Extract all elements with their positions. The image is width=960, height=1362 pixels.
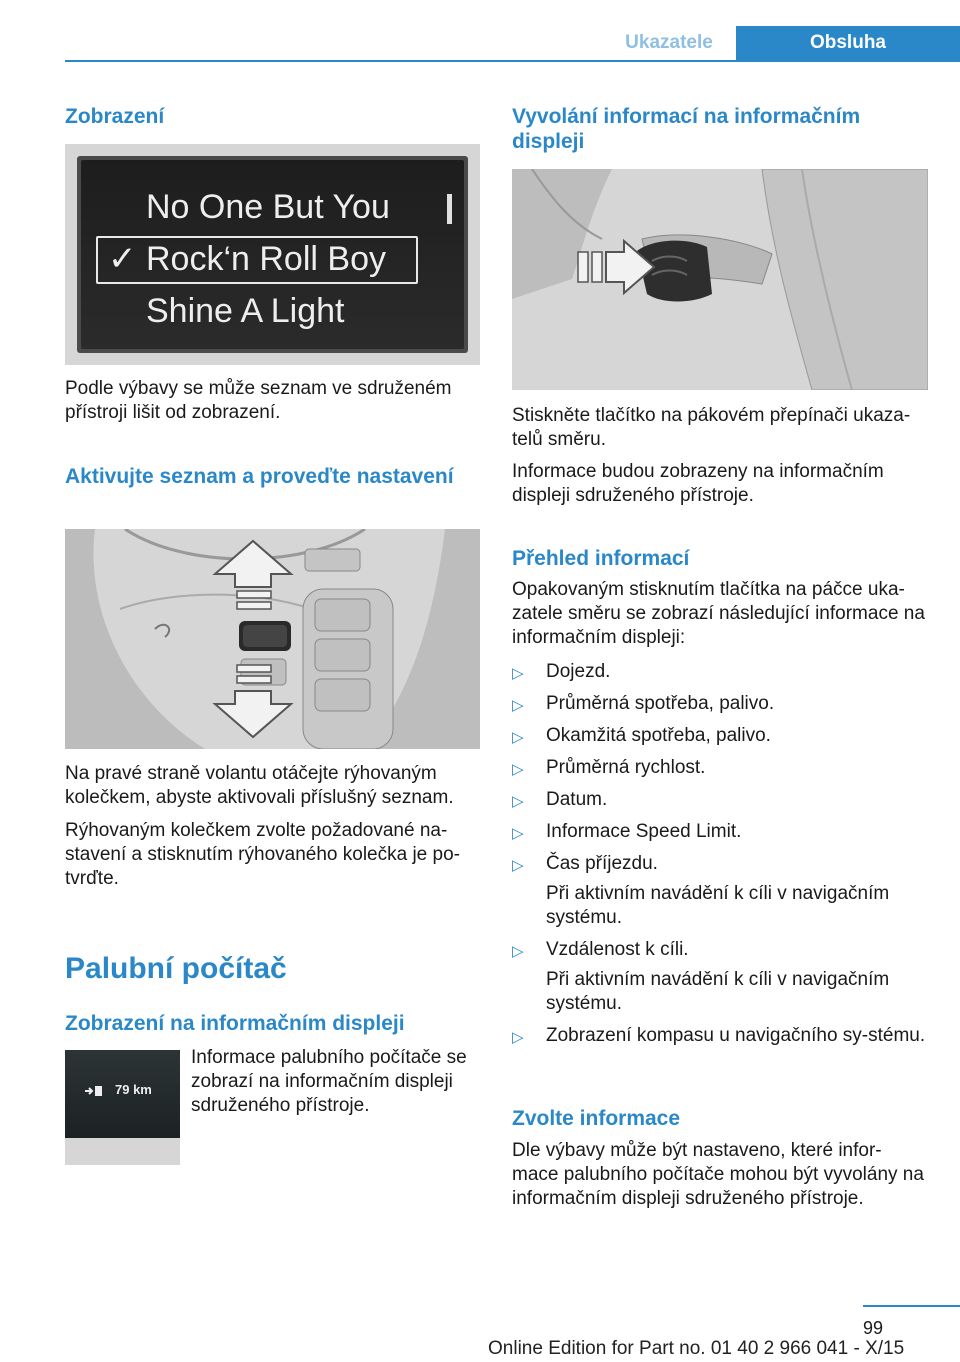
heading-zobrazeni: Zobrazení [65, 105, 165, 128]
heading-palubni-pocitac: Palubní počítač [65, 952, 287, 985]
list-item: ▷ Vzdálenost k cíli. Při aktivním navádění k cíli v navigačním systému. [512, 939, 890, 1014]
p-computer-info: Informace palubního počítače se zobrazí na informačním displeji sdruženého přístroje. [191, 1047, 467, 1116]
p-info-shown: Informace budou zobrazeny na informačním displeji sdruženého přístroje. [512, 461, 884, 506]
range-value: 79 km [115, 1082, 152, 1097]
steering-wheel-figure [65, 529, 480, 749]
triangle-bullet-icon: ▷ [512, 943, 524, 960]
p-display-note: Podle výbavy se může seznam ve sdruženém přístroji lišit od zobrazení. [65, 378, 452, 423]
triangle-bullet-icon: ▷ [512, 793, 524, 810]
tab-obsluha[interactable]: Obsluha [736, 26, 960, 62]
triangle-bullet-icon: ▷ [512, 697, 524, 714]
triangle-bullet-icon: ▷ [512, 825, 524, 842]
list-item: ▷ Okamžitá spotřeba, palivo. [512, 724, 928, 748]
list-item: ▷ Průměrná rychlost. [512, 756, 928, 780]
check-icon: ✓ [108, 240, 137, 278]
triangle-bullet-icon: ▷ [512, 761, 524, 778]
edition-note: Online Edition for Part no. 01 40 2 966 041 - X/15 [488, 1338, 905, 1359]
p-wheel-instruction-2: Rýhovaným kolečkem zvolte požadované na-stavení a stisknutím rýhovaného kolečka je po-tvrďte. [65, 820, 460, 889]
scrollbar-thumb [447, 194, 452, 224]
display-figure [65, 144, 480, 365]
list-line-1: No One But You [146, 188, 390, 226]
page-header [65, 26, 960, 62]
heading-vyvolani: Vyvolání informací na informačním displeji [512, 105, 861, 153]
triangle-bullet-icon: ▷ [512, 665, 524, 682]
footer-rule [863, 1305, 960, 1307]
fuel-range-icon [85, 1084, 105, 1098]
stalk-illustration [512, 169, 928, 390]
list-item: ▷ Čas příjezdu. Při aktivním navádění k cíli v navigačním systému. [512, 853, 890, 928]
list-item: ▷ Datum. [512, 788, 928, 812]
stalk-figure [512, 169, 928, 390]
list-line-2: Rock‘n Roll Boy [146, 240, 386, 278]
triangle-bullet-icon: ▷ [512, 1029, 524, 1046]
p-overview: Opakovaným stisknutím tlačítka na páčce uka-zatele směru se zobrazí následující informace na informačním displeji: [512, 579, 925, 648]
heading-zobrazeni-na-displeji: Zobrazení na informačním displeji [65, 1012, 405, 1035]
list-item: ▷ Informace Speed Limit. [512, 820, 928, 844]
p-wheel-instruction-1: Na pravé straně volantu otáčejte rýhovaným kolečkem, abyste aktivovali příslušný seznam. [65, 763, 454, 808]
computer-figure [65, 1050, 180, 1165]
steering-wheel-illustration [65, 529, 480, 749]
list-item: ▷ Dojezd. [512, 660, 928, 684]
p-press-button: Stiskněte tlačítko na pákovém přepínači ukaza-telů směru. [512, 405, 911, 450]
heading-zvolte: Zvolte informace [512, 1107, 681, 1130]
page-number: 99 [863, 1318, 884, 1338]
header-rule [65, 60, 960, 62]
heading-prehled: Přehled informací [512, 547, 690, 570]
triangle-bullet-icon: ▷ [512, 729, 524, 746]
info-list [512, 660, 928, 1048]
p-select-info: Dle výbavy může být nastaveno, které infor-mace palubního počítače mohou být vyvolány na informačním displeji sdruženého přístroje. [512, 1140, 924, 1209]
list-line-3: Shine A Light [146, 292, 345, 330]
triangle-bullet-icon: ▷ [512, 857, 524, 874]
list-item: ▷ Průměrná spotřeba, palivo. [512, 692, 928, 716]
tab-ukazatele[interactable]: Ukazatele [625, 32, 713, 53]
heading-aktivujte: Aktivujte seznam a proveďte nastavení [65, 465, 454, 488]
list-item: ▷ Zobrazení kompasu u navigačního sy-stému. [512, 1024, 928, 1048]
